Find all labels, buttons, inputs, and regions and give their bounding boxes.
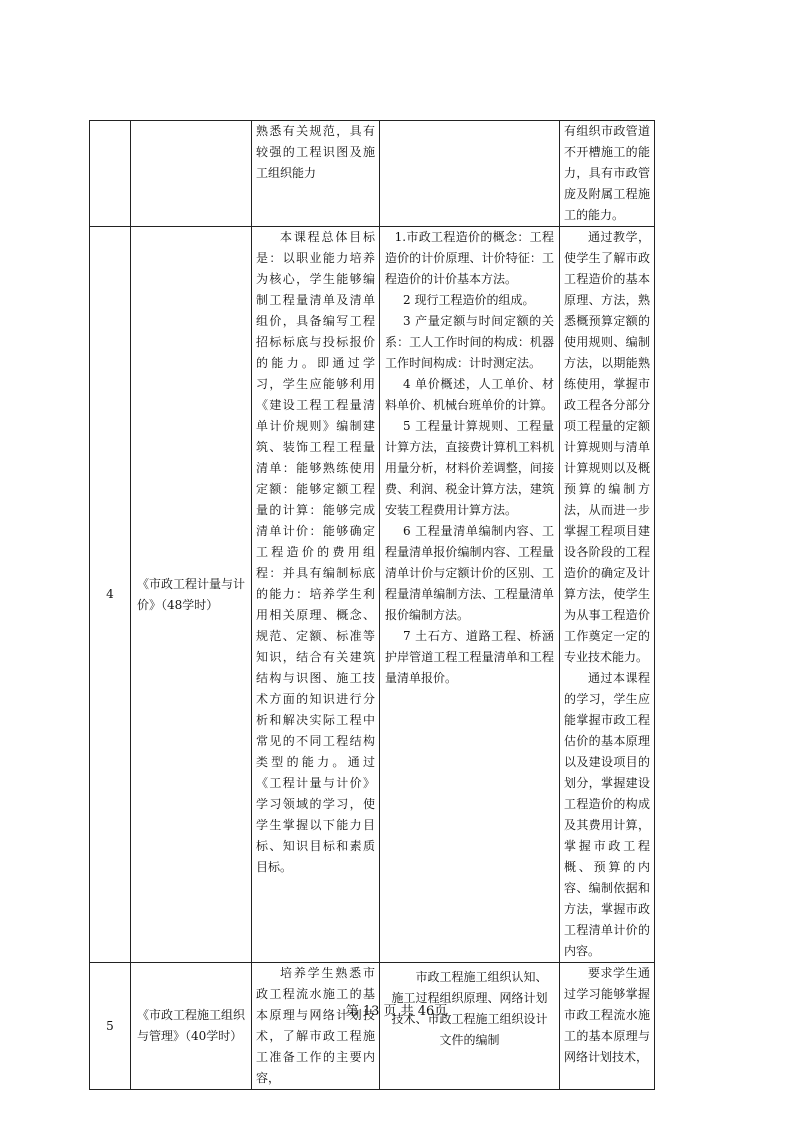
row-number: 5	[90, 963, 131, 1090]
content-item: 6 工程量清单编制内容、工程量清单报价编制内容、工程量清单计价与定额计价的区别、工程量清单编制方法、工程量清单报价编制方法。	[385, 524, 554, 622]
row-number	[90, 121, 131, 227]
course-name	[131, 121, 252, 227]
page-footer: 第 13 页 共 46页	[345, 1004, 448, 1019]
content-item: 4 单价概述，人工单价、材料单价、机械台班单价的计算。	[385, 377, 554, 412]
course-goal: 培养学生熟悉市政工程流水施工的基本原理与网络计划技术，了解市政工程施工准备工作的主要内容，	[256, 966, 375, 1085]
course-requirement: 通过本课程的学习，学生应能掌握市政工程估价的基本原理以及建设项目的划分，掌握建设工程造价的构成及其费用计算，掌握市政工程概、预算的内容、编制依据和方法，掌握市政工程清单计价的内容。	[564, 671, 650, 958]
course-content: 市政工程施工组织认知、施工过程组织原理、网络计划技术、市政工程施工组织设计文件的编制	[391, 970, 548, 1047]
course-goal: 熟悉有关规范，具有较强的工程识图及施工组织能力	[256, 124, 375, 180]
table-row	[90, 963, 655, 1090]
content-item: 7 土石方、道路工程、桥涵护岸管道工程工程量清单和工程量清单报价。	[385, 629, 554, 685]
course-name: 《市政工程计量与计价》（48学时）	[131, 227, 252, 963]
table-row	[90, 121, 655, 227]
course-requirement: 有组织市政管道不开槽施工的能力，具有市政管庞及附属工程施工的能力。	[564, 124, 650, 222]
course-content	[380, 121, 560, 227]
course-content	[380, 227, 560, 963]
course-requirement: 要求学生通过学习能够掌握市政工程流水施工的基本原理与网络计划技术，	[564, 966, 650, 1064]
content-item: 3 产量定额与时间定额的关系：工人工作时间的构成：机器工作时间构成：计时测定法。	[385, 314, 554, 370]
course-table	[89, 120, 655, 1090]
course-goal: 本课程总体目标是：以职业能力培养为核心，学生能够编制工程量清单及清单组价，具备编写工程招标标底与投标报价的能力。即通过学习，学生应能够利用《建设工程工程量清单计价规则》编制建筑、装饰工程工程量清单：能够熟练使用定额：能够定额工程量的计算：能够完成清单计价：能够确定工程造价的费用组程：并具有编制标底的能力：培养学生利用相关原理、概念、规范、定额、标准等知识，结合有关建筑结构与识图、施工技术方面的知识进行分析和解决实际工程中常见的不同工程结构类型的能力。通过《工程计量与计价》学习领域的学习，使学生掌握以下能力目标、知识目标和素质目标。	[256, 230, 375, 874]
row-number: 4	[90, 227, 131, 963]
course-name: 《市政工程施工组织与管理》（40学时）	[131, 963, 252, 1090]
content-item: 2 现行工程造价的组成。	[403, 293, 535, 307]
course-requirement: 通过教学，使学生了解市政工程造价的基本原理、方法，熟悉概预算定额的使用规则、编制方法，以期能熟练使用，掌握市政工程各分部分项工程量的定额计算规则与清单计算规则以及概预算的编制方法，从而进一步掌握工程项目建设各阶段的工程造价的确定及计算方法，使学生为从事工程造价工作奠定一定的专业技术能力。	[564, 230, 650, 664]
table-row	[90, 227, 655, 963]
content-item: 5 工程量计算规则、工程量计算方法，直接费计算机工料机用量分析，材料价差调整，间接费、利润、税金计算方法，建筑安装工程费用计算方法。	[385, 419, 554, 517]
content-item: 1.市政工程造价的概念：工程造价的计价原理、计价特征：工程造价的计价基本方法。	[385, 230, 554, 286]
